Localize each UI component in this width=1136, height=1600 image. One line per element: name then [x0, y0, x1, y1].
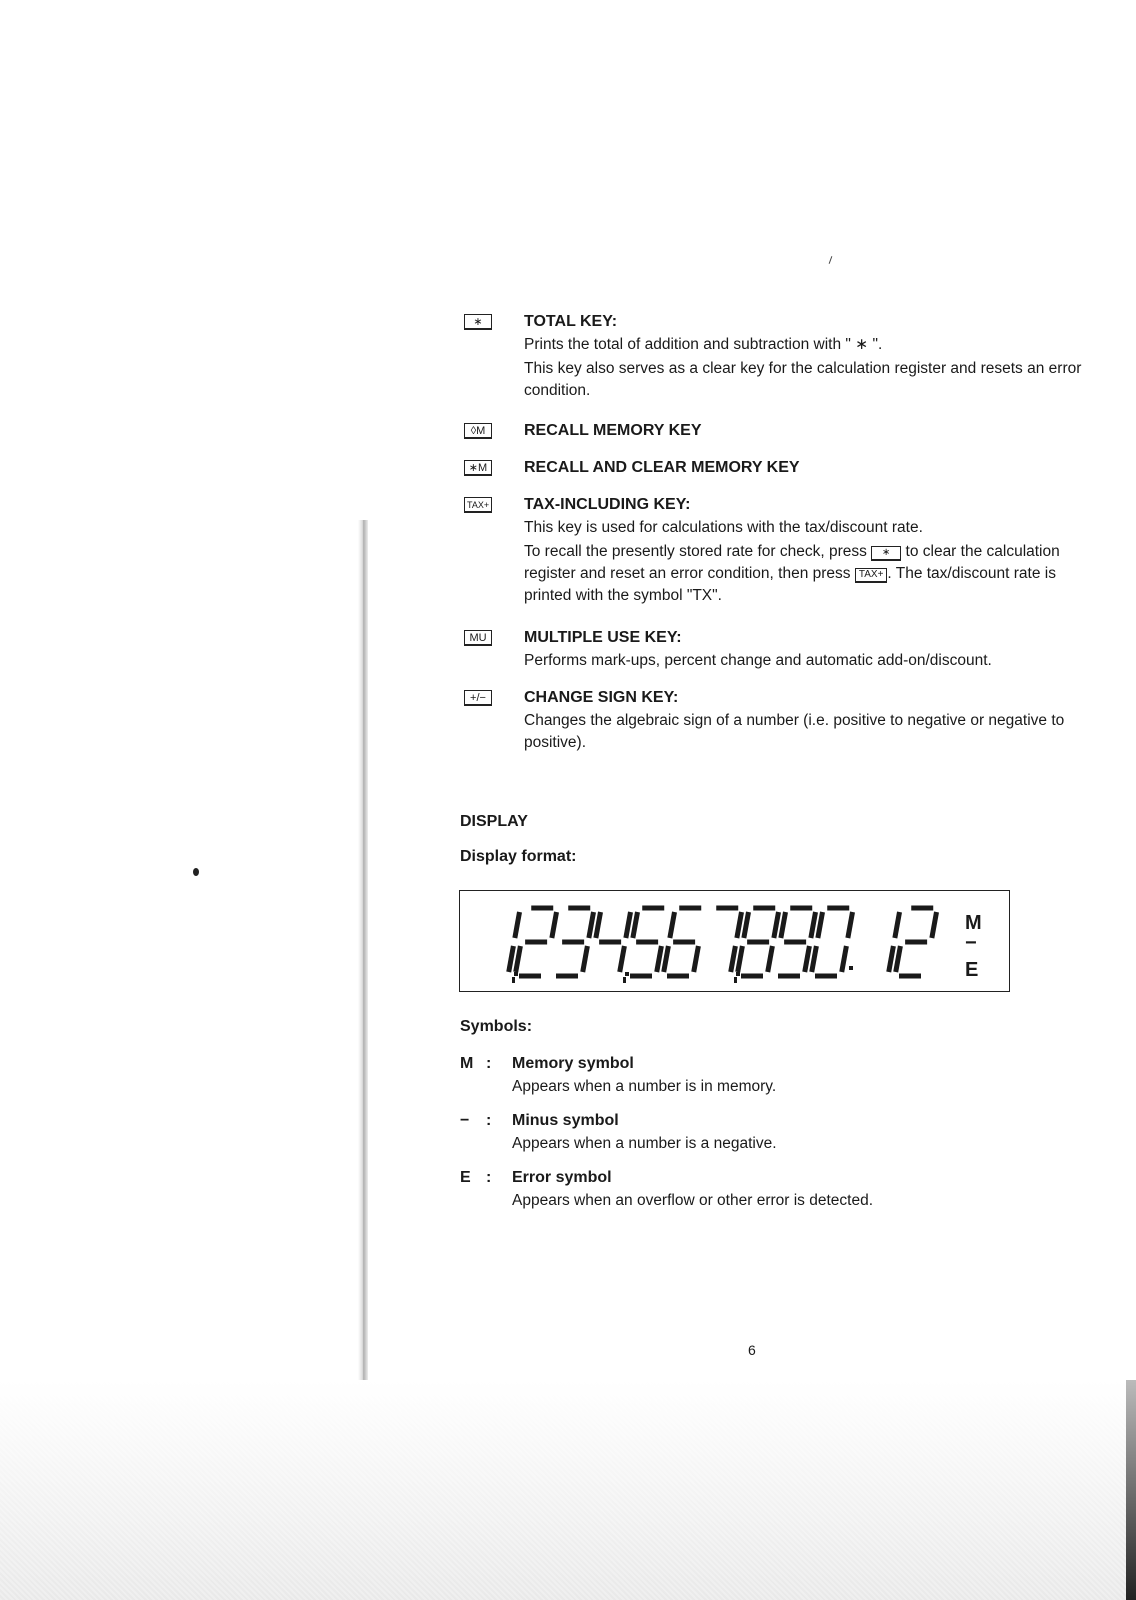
lcd-comma-separator	[512, 977, 515, 983]
lcd-digit-5-segment	[670, 912, 675, 938]
scan-grain-bottom	[0, 1380, 1136, 1600]
display-format-label: Display format:	[460, 848, 577, 865]
lcd-digit-11-segment	[896, 946, 901, 972]
lcd-digit-2-segment	[589, 912, 594, 938]
key-title: RECALL AND CLEAR MEMORY KEY	[524, 459, 800, 476]
key-entry-recall-clear-memory	[464, 458, 1084, 478]
lcd-digit-3-segment	[596, 912, 601, 938]
lcd-comma-separator	[734, 977, 737, 983]
symbol-row-error	[460, 1168, 1020, 1212]
key-desc: Prints the total of addition and subtraction with " ∗ ".	[524, 336, 883, 353]
symbol-colon: :	[486, 1169, 492, 1186]
scan-edge-right	[1126, 1380, 1136, 1600]
key-desc	[524, 541, 1084, 607]
key-entry-change-sign	[464, 688, 1084, 754]
lcd-digit-9-segment	[848, 912, 853, 938]
symbol-colon: :	[486, 1055, 492, 1072]
symbol-name: Memory symbol	[512, 1055, 634, 1072]
symbol-name: Minus symbol	[512, 1112, 619, 1129]
lcd-digit-3-segment	[626, 912, 631, 938]
key-desc: Performs mark-ups, percent change and automatic add-on/discount.	[524, 652, 992, 669]
multiple-use-key-icon: MU	[464, 630, 492, 646]
lcd-digits-graphic	[460, 891, 1011, 993]
key-desc-part: to clear the calculation register and reset an error condition, then press	[524, 543, 1060, 582]
symbols-heading: Symbols:	[460, 1018, 533, 1035]
key-desc-part: To recall the presently stored rate for check, press	[524, 543, 867, 560]
key-title: CHANGE SIGN KEY:	[524, 689, 679, 706]
lcd-comma-separator	[514, 972, 518, 976]
key-title: TAX-INCLUDING KEY:	[524, 496, 691, 513]
recall-memory-key-icon: ◊M	[464, 423, 492, 439]
key-desc: This key also serves as a clear key for the calculation register and resets an error condition.	[524, 360, 1082, 399]
key-desc-part: . The tax/discount rate is printed with the symbol "TX".	[524, 565, 1056, 604]
symbol-char: M	[460, 1055, 474, 1072]
lcd-display	[459, 890, 1010, 992]
lcd-error-symbol: E	[965, 959, 979, 981]
lcd-digit-9-segment	[842, 946, 847, 972]
lcd-decimal-point	[849, 966, 853, 970]
total-key-icon: ∗	[871, 546, 901, 561]
change-sign-key-icon: +/−	[464, 690, 492, 706]
lcd-comma-separator	[736, 972, 740, 976]
lcd-digit-7-segment	[768, 946, 773, 972]
key-title: RECALL MEMORY KEY	[524, 422, 702, 439]
lcd-digit-9-segment	[818, 912, 823, 938]
page-number: 6	[748, 1342, 756, 1358]
key-entry-total	[464, 312, 1084, 402]
total-key-icon: ∗	[464, 314, 492, 330]
lcd-digit-9-segment	[812, 946, 817, 972]
key-entry-tax-including	[464, 495, 1084, 607]
lcd-digit-4-segment	[657, 946, 662, 972]
key-entry-multiple-use	[464, 628, 1084, 672]
lcd-digit-1-segment	[516, 946, 521, 972]
key-entry-recall-memory	[464, 421, 1084, 441]
lcd-digit-5-segment	[694, 946, 699, 972]
symbol-name: Error symbol	[512, 1169, 612, 1186]
key-title: MULTIPLE USE KEY:	[524, 629, 682, 646]
lcd-digit-7-segment	[774, 912, 779, 938]
recall-clear-memory-key-icon: ∗M	[464, 460, 492, 476]
display-heading: DISPLAY	[460, 813, 528, 830]
lcd-digit-0-segment	[515, 912, 520, 938]
lcd-digit-11-segment	[932, 912, 937, 938]
key-desc: This key is used for calculations with the tax/discount rate.	[524, 519, 923, 536]
lcd-digit-4-segment	[633, 912, 638, 938]
symbol-row-minus	[460, 1111, 1020, 1155]
lcd-digit-1-segment	[552, 912, 557, 938]
scan-mark	[829, 256, 833, 264]
tax-key-icon: TAX+	[464, 497, 492, 513]
symbol-colon: :	[486, 1112, 492, 1129]
lcd-digit-5-segment	[664, 946, 669, 972]
scan-speck	[193, 868, 199, 876]
lcd-comma-separator	[623, 977, 626, 983]
lcd-minus-symbol: −	[965, 932, 977, 954]
lcd-digit-8-segment	[805, 946, 810, 972]
symbol-desc: Appears when a number is a negative.	[512, 1135, 777, 1152]
lcd-digit-10-segment	[889, 946, 894, 972]
symbol-char: E	[460, 1169, 471, 1186]
lcd-digit-0-segment	[509, 946, 514, 972]
tax-key-icon: TAX+	[855, 568, 888, 583]
lcd-digit-10-segment	[895, 912, 900, 938]
symbol-row-memory	[460, 1054, 1020, 1098]
key-title: TOTAL KEY:	[524, 313, 618, 330]
binding-edge-shadow	[358, 520, 368, 1380]
symbol-desc: Appears when a number is in memory.	[512, 1078, 777, 1095]
key-desc: Changes the algebraic sign of a number (i.e. positive to negative or negative to positive).	[524, 712, 1065, 751]
symbol-desc: Appears when an overflow or other error is detected.	[512, 1192, 873, 1209]
lcd-digit-3-segment	[620, 946, 625, 972]
lcd-digit-7-segment	[738, 946, 743, 972]
symbol-char: −	[460, 1112, 470, 1129]
lcd-digit-6-segment	[731, 946, 736, 972]
lcd-digit-8-segment	[811, 912, 816, 938]
lcd-digit-2-segment	[583, 946, 588, 972]
lcd-digit-8-segment	[781, 912, 786, 938]
lcd-digit-7-segment	[744, 912, 749, 938]
lcd-digit-6-segment	[737, 912, 742, 938]
lcd-memory-symbol: M	[965, 912, 982, 934]
lcd-comma-separator	[625, 972, 629, 976]
